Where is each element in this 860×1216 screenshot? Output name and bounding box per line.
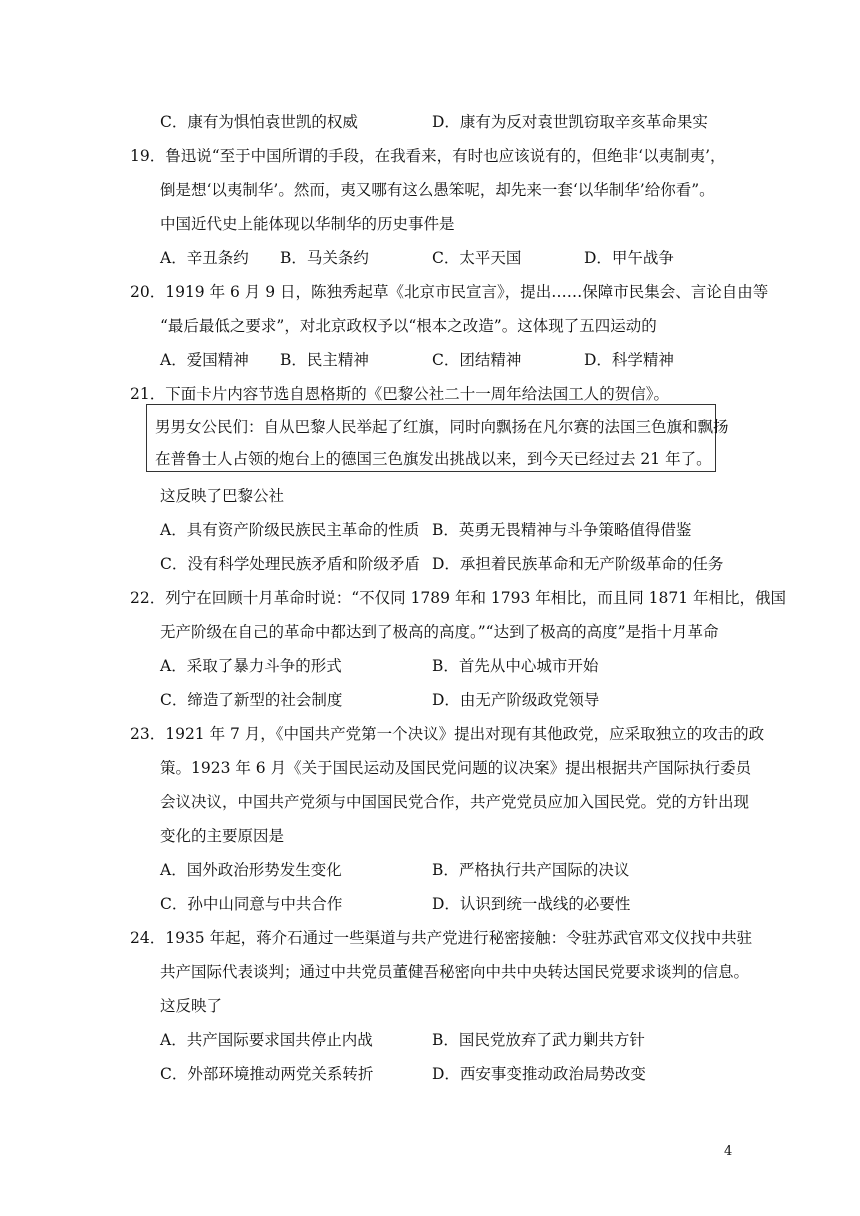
option-c: C．康有为惧怕袁世凯的权威 xyxy=(160,113,358,131)
quote-line-2: 在普鲁士人占领的炮台上的德国三色旗发出挑战以来，到今天已经过去 21 年了。 xyxy=(155,450,712,468)
q19-option-d: D．甲午战争 xyxy=(584,249,674,267)
page-number: 4 xyxy=(724,1144,733,1159)
q23-option-c: C．孙中山同意与中共合作 xyxy=(160,895,343,913)
quote-card xyxy=(146,404,729,472)
question-24-line-3: 这反映了 xyxy=(160,997,223,1015)
q22-option-b: B．首先从中心城市开始 xyxy=(432,657,599,675)
q20-option-b: B．民主精神 xyxy=(280,351,369,369)
q22-option-a: A．采取了暴力斗争的形式 xyxy=(160,657,342,675)
q20-option-a: A．爱国精神 xyxy=(160,351,249,369)
q21-option-b: B．英勇无畏精神与斗争策略值得借鉴 xyxy=(432,521,692,539)
q19-option-c: C．太平天国 xyxy=(432,249,522,267)
question-21-stem: 这反映了巴黎公社 xyxy=(160,487,285,505)
q21-option-c: C．没有科学处理民族矛盾和阶级矛盾 xyxy=(160,555,420,573)
q24-option-c: C．外部环境推动两党关系转折 xyxy=(160,1065,374,1083)
question-22-line-2: 无产阶级在自己的革命中都达到了极高的高度。”“达到了极高的高度”是指十月革命 xyxy=(160,623,719,641)
question-23-line-2: 策。1923 年 6 月《关于国民运动及国民党问题的议决案》提出根据共产国际执行委员 xyxy=(160,759,752,777)
question-19-line-1: 19．鲁迅说“至于中国所谓的手段，在我看来，有时也应该说有的，但绝非‘以夷制夷’， xyxy=(130,147,726,165)
q23-option-b: B．严格执行共产国际的决议 xyxy=(432,861,630,879)
question-23-line-1: 23．1921 年 7 月，《中国共产党第一个决议》提出对现有其他政党，应采取独立的攻击的政 xyxy=(130,725,765,743)
q23-option-d: D．认识到统一战线的必要性 xyxy=(432,895,631,913)
q21-option-a: A．具有资产阶级民族民主革命的性质 xyxy=(160,521,420,539)
question-22-line-1: 22．列宁在回顾十月革命时说：“不仅同 1789 年和 1793 年相比，而且同 1871 年相比，俄国 xyxy=(130,589,787,607)
q24-option-b: B．国民党放弃了武力剿共方针 xyxy=(432,1031,645,1049)
quote-line-1: 男男女公民们：自从巴黎人民举起了红旗，同时向飘扬在凡尔赛的法国三色旗和飘扬 xyxy=(155,418,729,436)
q24-option-d: D．西安事变推动政治局势改变 xyxy=(432,1065,646,1083)
question-20-line-1: 20．1919 年 6 月 9 日，陈独秀起草《北京市民宣言》，提出……保障市民集会、言论自由等 xyxy=(130,283,769,301)
q19-option-b: B．马关条约 xyxy=(280,249,369,267)
q20-option-c: C．团结精神 xyxy=(432,351,522,369)
q20-option-d: D．科学精神 xyxy=(584,351,674,369)
question-19-line-3: 中国近代史上能体现以华制华的历史事件是 xyxy=(160,215,455,233)
q19-option-a: A．辛丑条约 xyxy=(160,249,249,267)
question-19-line-2: 倒是想‘以夷制华’。然而，夷又哪有这么愚笨呢，却先来一套‘以华制华’给你看”。 xyxy=(160,181,715,199)
question-24-line-2: 共产国际代表谈判；通过中共党员董健吾秘密向中共中央转达国民党要求谈判的信息。 xyxy=(160,963,750,981)
q23-option-a: A．国外政治形势发生变化 xyxy=(160,861,342,879)
question-23-line-3: 会议决议，中国共产党须与中国国民党合作，共产党党员应加入国民党。党的方针出现 xyxy=(160,793,750,811)
question-23-line-4: 变化的主要原因是 xyxy=(160,827,285,845)
question-21-line-1: 21．下面卡片内容节选自恩格斯的《巴黎公社二十一周年给法国工人的贺信》。 xyxy=(130,385,669,403)
option-d: D．康有为反对袁世凯窃取辛亥革命果实 xyxy=(432,113,708,131)
q21-option-d: D．承担着民族革命和无产阶级革命的任务 xyxy=(432,555,724,573)
question-20-line-2: “最后最低之要求”，对北京政权予以“根本之改造”。这体现了五四运动的 xyxy=(160,317,657,335)
question-24-line-1: 24．1935 年起，蒋介石通过一些渠道与共产党进行秘密接触：令驻苏武官邓文仪找中共驻 xyxy=(130,929,753,947)
q22-option-c: C．缔造了新型的社会制度 xyxy=(160,691,343,709)
q24-option-a: A．共产国际要求国共停止内战 xyxy=(160,1031,373,1049)
q22-option-d: D．由无产阶级政党领导 xyxy=(432,691,600,709)
